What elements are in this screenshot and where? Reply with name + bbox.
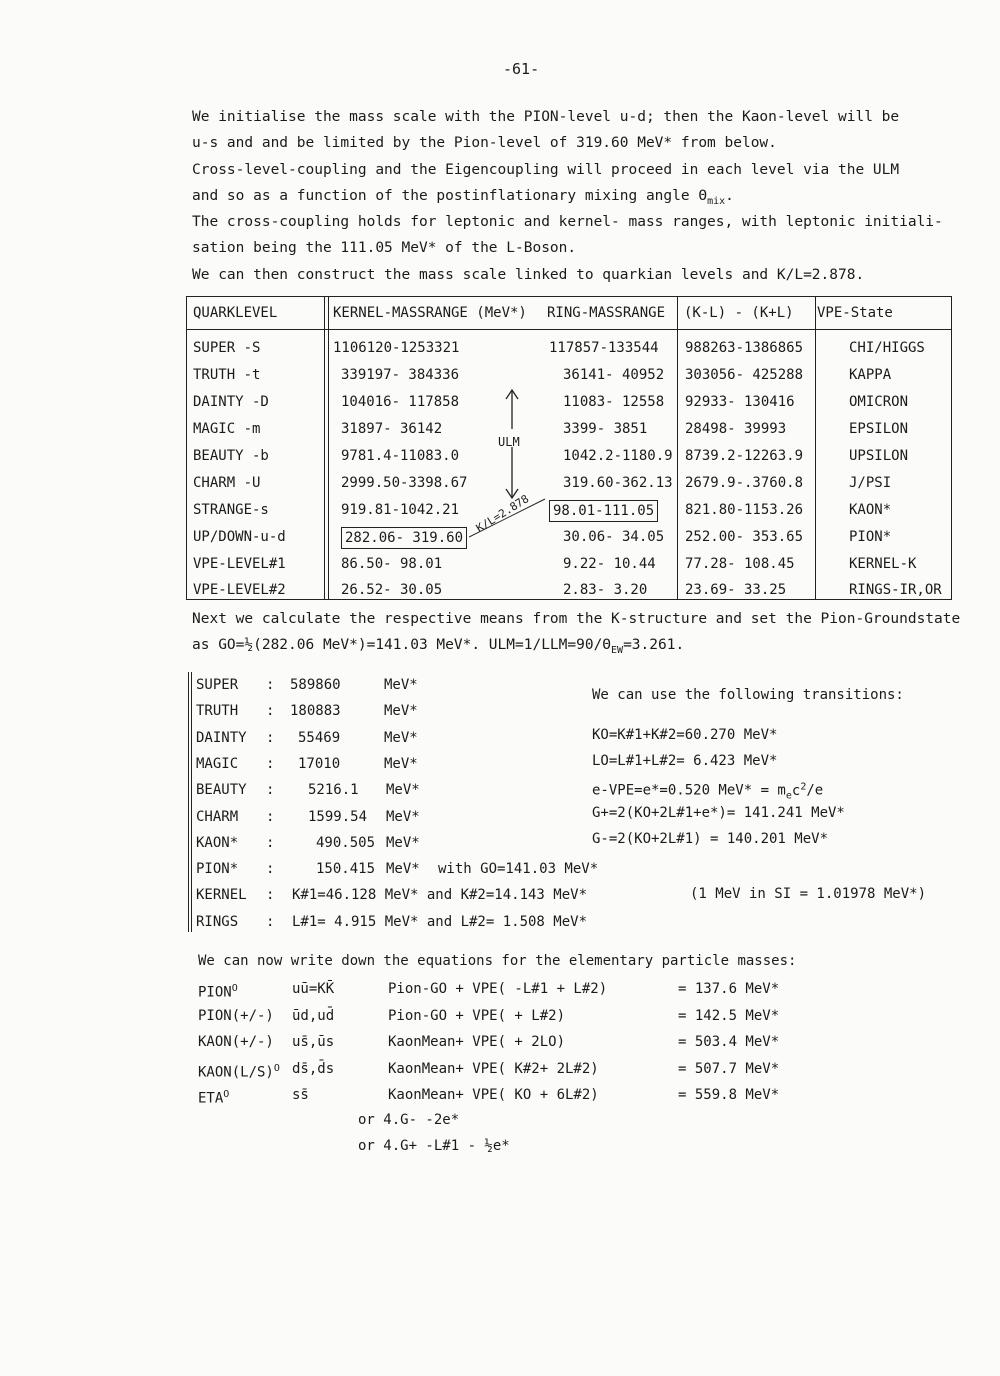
means-value: 150.415 [316, 861, 376, 878]
intro-line: u-s and and be limited by the Pion-level of 319.60 MeV* from below. [192, 135, 777, 152]
means-list [186, 672, 599, 942]
means-unit: MeV* [384, 703, 418, 720]
transitions-block [592, 682, 904, 852]
intro-line: The cross-coupling holds for leptonic and kernel- mass ranges, with leptonic initiali- [192, 214, 943, 231]
table-cell-quark-level: BEAUTY -b [193, 448, 269, 464]
column-divider [328, 297, 329, 599]
table-cell-kernel-range: 919.81-1042.21 [341, 502, 460, 518]
table-cell-ring-range: 2.83- 3.20 [563, 582, 648, 598]
table-cell-kl-range: 2679.9-.3760.8 [685, 475, 804, 491]
means-colon: : [266, 729, 275, 746]
means-intro-line: Next we calculate the respective means from the K-structure and set the Pion-Groundstate [192, 611, 961, 627]
table-cell-ring-range: 319.60-362.13 [563, 475, 673, 491]
table-cell-quark-level: TRUTH -t [193, 367, 261, 383]
means-colon: : [266, 913, 275, 930]
intro-line: sation being the 111.05 MeV* of the L-Boson. [192, 240, 577, 257]
quark-content: ūd,ud̄ [292, 1007, 335, 1024]
header-vpe-state: VPE-State [817, 305, 893, 321]
alt-formula: or 4.G- -2e* [358, 1112, 460, 1128]
particle-mass: = 507.7 MeV* [678, 1060, 780, 1077]
transition-line: KO=K#1+K#2=60.270 MeV* [592, 727, 778, 743]
table-cell-kernel-range: 26.52- 30.05 [341, 582, 443, 598]
means-intro [192, 606, 960, 658]
transition-line: LO=L#1+L#2= 6.423 MeV* [592, 753, 778, 769]
table-cell-vpe-state: KAPPA [849, 367, 892, 383]
means-unit: MeV* [386, 861, 420, 878]
means-value: 1599.54 [308, 808, 368, 825]
table-cell-quark-level: SUPER -S [193, 340, 261, 356]
page-number: -61- [503, 60, 540, 78]
means-name: BEAUTY [196, 782, 247, 799]
means-unit: MeV* [386, 834, 420, 851]
equations-block [198, 948, 898, 1168]
means-value: 180883 [290, 703, 341, 720]
table-cell-vpe-state: OMICRON [849, 394, 909, 410]
mass-formula: Pion-GO + VPE( + L#2) [388, 1007, 566, 1024]
intro-paragraph [192, 104, 952, 288]
left-rule [191, 672, 192, 932]
table-cell-ring-range: 98.01-111.05 [549, 500, 658, 522]
particle-label: KAON(+/-) [198, 1034, 274, 1050]
particle-name [198, 1003, 274, 1030]
table-cell-kl-range: 28498- 39993 [685, 421, 787, 437]
particle-mass: = 137.6 MeV* [678, 981, 780, 997]
table-cell-kernel-range: 339197- 384336 [341, 367, 460, 383]
means-unit: MeV* [384, 677, 418, 693]
table-cell-ring-range: 36141- 40952 [563, 367, 665, 383]
table-cell-ring-range: 11083- 12558 [563, 394, 665, 410]
table-cell-quark-level: CHARM -U [193, 475, 261, 491]
e-subscript: e [785, 790, 792, 802]
table-cell-vpe-state: UPSILON [849, 448, 909, 464]
transition-text-end: /e [806, 782, 824, 799]
mass-range-table [186, 296, 952, 600]
means-colon: : [266, 861, 275, 878]
particle-label: PION(+/-) [198, 1007, 274, 1024]
table-cell-vpe-state: KAON* [849, 502, 892, 518]
means-colon: : [266, 677, 275, 693]
table-cell-quark-level: MAGIC -m [193, 421, 261, 437]
mass-formula: KaonMean+ VPE( K#2+ 2L#2) [388, 1060, 599, 1077]
table-cell-vpe-state: J/PSI [849, 475, 892, 491]
means-value: 17010 [298, 755, 341, 772]
particle-mass: = 559.8 MeV* [678, 1087, 780, 1103]
means-unit: MeV* [386, 782, 420, 799]
means-name: MAGIC [196, 755, 239, 772]
header-ring-massrange: RING-MASSRANGE [547, 305, 666, 321]
means-colon: : [266, 703, 275, 720]
kl-label: K/L=2.878 [473, 492, 532, 535]
means-value: K#1=46.128 MeV* and K#2=14.143 MeV* [292, 887, 588, 904]
particle-label: PION [198, 984, 232, 1001]
header-divider [187, 329, 951, 330]
table-cell-quark-level: VPE-LEVEL#1 [193, 556, 286, 572]
means-colon: : [266, 782, 275, 799]
table-cell-kernel-range: 9781.4-11083.0 [341, 448, 460, 464]
means-colon: : [266, 887, 275, 904]
table-cell-kl-range: 8739.2-12263.9 [685, 448, 804, 464]
table-cell-ring-range: 3399- 3851 [563, 421, 648, 437]
table-cell-ring-range: 9.22- 10.44 [563, 556, 656, 572]
table-cell-kernel-range: 104016- 117858 [341, 394, 460, 410]
table-cell-kl-range: 252.00- 353.65 [685, 529, 804, 545]
column-divider [815, 297, 816, 599]
quark-content: uū=KK̄ [292, 981, 335, 997]
equation-row [198, 1003, 898, 1030]
means-intro-line [192, 632, 960, 658]
table-cell-kl-range: 821.80-1153.26 [685, 502, 804, 518]
intro-line: We can then construct the mass scale linked to quarkian levels and K/L=2.878. [192, 266, 865, 283]
ew-subscript: EW [611, 644, 624, 656]
means-colon: : [266, 834, 275, 851]
quark-content: us̄,ūs [292, 1034, 335, 1050]
alt-formula: or 4.G+ -L#1 - ½e* [358, 1138, 510, 1154]
intro-line [192, 183, 952, 209]
table-cell-ring-range: 1042.2-1180.9 [563, 448, 673, 464]
table-cell-kernel-range: 86.50- 98.01 [341, 556, 443, 572]
means-name: CHARM [196, 808, 239, 825]
left-rule [188, 672, 189, 932]
means-name: KERNEL [196, 887, 247, 904]
means-colon: : [266, 808, 275, 825]
table-cell-vpe-state: PION* [849, 529, 892, 545]
means-value: 589860 [290, 677, 341, 693]
particle-superscript: O [231, 983, 238, 994]
transition-text-tail: $c^2$ [791, 781, 807, 799]
means-name: SUPER [196, 677, 239, 693]
equation-row [198, 1056, 898, 1083]
mass-formula: KaonMean+ VPE( + 2LO) [388, 1034, 566, 1050]
means-value: 490.505 [316, 834, 376, 851]
table-cell-vpe-state: KERNEL-K [849, 556, 917, 572]
table-cell-kl-range: 77.28- 108.45 [685, 556, 795, 572]
transition-line [592, 774, 904, 800]
means-value: 5216.1 [308, 782, 359, 799]
mass-formula: Pion-GO + VPE( -L#1 + L#2) [388, 981, 608, 997]
quark-content: ds̄,d̄s [292, 1060, 335, 1077]
means-intro-text: as GO=½(282.06 MeV*)=141.03 MeV*. ULM=1/LLM=90/Θ [192, 637, 612, 653]
means-value: 55469 [298, 729, 341, 746]
means-unit: MeV* [384, 755, 418, 772]
particle-superscript: O [273, 1062, 280, 1074]
means-colon: : [266, 755, 275, 772]
column-divider [324, 297, 325, 599]
table-cell-vpe-state: RINGS-IR,OR [849, 582, 942, 598]
intro-line: Cross-level-coupling and the Eigencoupling will proceed in each level via the ULM [192, 161, 900, 178]
table-cell-kl-range: 303056- 425288 [685, 367, 804, 383]
means-name: RINGS [196, 913, 239, 930]
table-cell-kl-range: 988263-1386865 [685, 340, 804, 356]
transitions-title: We can use the following transitions: [592, 687, 904, 703]
means-name: KAON* [196, 834, 239, 851]
mass-formula: KaonMean+ VPE( KO + 6L#2) [388, 1087, 599, 1103]
means-name: PION* [196, 861, 239, 878]
particle-mass: = 142.5 MeV* [678, 1007, 780, 1024]
particle-superscript: O [223, 1089, 230, 1100]
quark-content: ss̄ [292, 1087, 309, 1103]
intro-line-end: . [725, 187, 734, 204]
particle-label: ETA [198, 1090, 224, 1107]
mix-subscript: mix [707, 195, 726, 207]
table-cell-kernel-range: 1106120-1253321 [333, 340, 460, 356]
ulm-label: ULM [498, 435, 520, 449]
equation-row [198, 976, 898, 1003]
column-divider [677, 297, 678, 599]
intro-line-text: and so as a function of the postinflationary mixing angle Θ [192, 187, 708, 204]
means-value: L#1= 4.915 MeV* and L#2= 1.508 MeV* [292, 913, 588, 930]
particle-name [198, 1082, 229, 1112]
table-cell-quark-level: VPE-LEVEL#2 [193, 582, 286, 598]
table-cell-quark-level: STRANGE-s [193, 502, 269, 518]
table-cell-kernel-range: 282.06- 319.60 [341, 527, 467, 549]
equations-title: We can now write down the equations for the elementary particle masses: [198, 953, 797, 969]
table-cell-ring-range: 117857-133544 [549, 340, 659, 356]
particle-name [198, 1029, 274, 1056]
table-cell-ring-range: 30.06- 34.05 [563, 529, 665, 545]
table-cell-vpe-state: CHI/HIGGS [849, 340, 925, 356]
header-quarklevel: QUARKLEVEL [193, 305, 278, 321]
particle-label: KAON(L/S) [198, 1064, 274, 1081]
header-kl: (K-L) - (K+L) [684, 305, 794, 321]
table-cell-kl-range: 23.69- 33.25 [685, 582, 787, 598]
means-intro-text-end: =3.261. [623, 637, 685, 653]
table-cell-kernel-range: 31897- 36142 [341, 421, 443, 437]
transition-text: e-VPE=e*=0.520 MeV* = m [592, 782, 786, 799]
transition-line: G+=2(KO+2L#1+e*)= 141.241 MeV* [592, 805, 845, 821]
equation-row [198, 1082, 898, 1109]
means-name: DAINTY [196, 729, 247, 746]
means-name: TRUTH [196, 703, 239, 720]
intro-line: We initialise the mass scale with the PION-level u-d; then the Kaon-level will be [192, 109, 900, 125]
table-cell-quark-level: DAINTY -D [193, 394, 269, 410]
transition-line: G-=2(KO+2L#1) = 140.201 MeV* [592, 831, 829, 847]
table-cell-vpe-state: EPSILON [849, 421, 909, 437]
equation-row [198, 1029, 898, 1056]
table-cell-quark-level: UP/DOWN-u-d [193, 529, 286, 545]
means-unit: MeV* [386, 808, 420, 825]
particle-mass: = 503.4 MeV* [678, 1034, 780, 1050]
header-kernel-massrange: KERNEL-MASSRANGE (MeV*) [333, 305, 527, 321]
means-extra: with GO=141.03 MeV* [438, 861, 599, 878]
means-unit: MeV* [384, 729, 418, 746]
table-cell-kernel-range: 2999.50-3398.67 [341, 475, 468, 491]
table-cell-kl-range: 92933- 130416 [685, 394, 795, 410]
si-note: (1 MeV in SI = 1.01978 MeV*) [690, 886, 927, 902]
